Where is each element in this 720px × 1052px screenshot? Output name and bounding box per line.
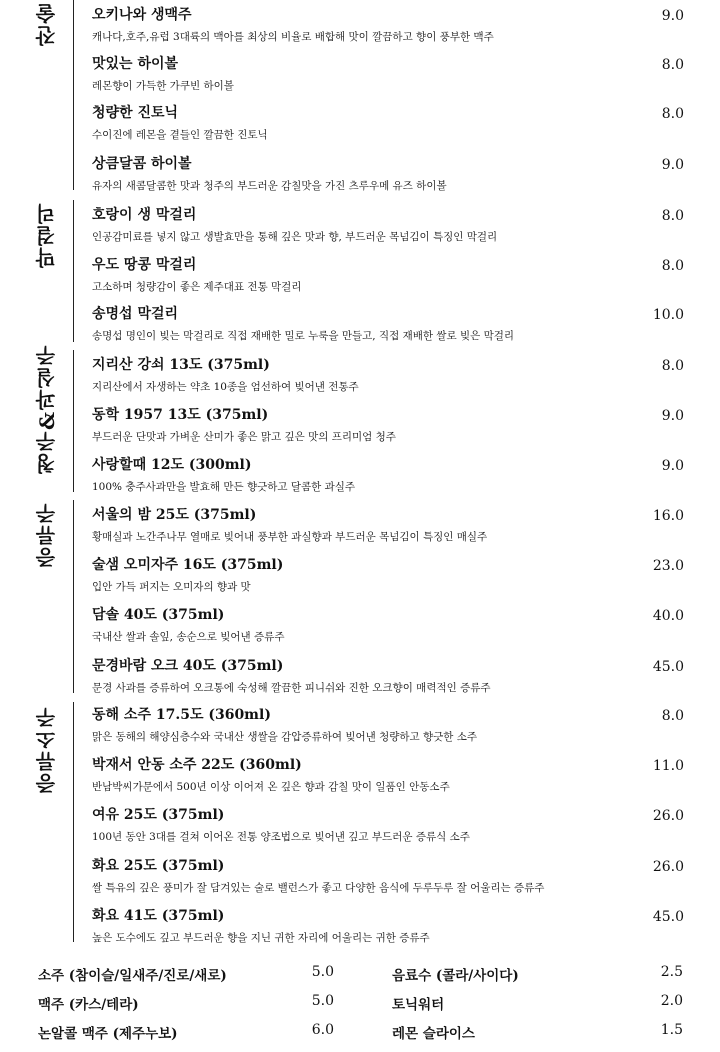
item-description: 캐나다,호주,유럽 3대륙의 맥아를 최상의 비율로 배합해 맛이 깔끔하고 향이 풍부한 맥주 xyxy=(92,31,494,43)
menu-item xyxy=(92,404,692,454)
extra-item-price: 1.5 xyxy=(660,1022,683,1038)
item-price: 26.0 xyxy=(652,808,684,824)
item-description: 높은 도수에도 깊고 부드러운 향을 지닌 귀한 자리에 어울리는 귀한 증류주 xyxy=(92,932,430,944)
extra-item xyxy=(38,1022,334,1052)
item-price: 8.0 xyxy=(661,708,684,724)
item-price: 9.0 xyxy=(661,8,684,24)
item-name: 맛있는 하이볼 xyxy=(92,56,179,72)
item-description: 맑은 동해의 해양심층수와 국내산 생쌀을 감압증류하여 빚어낸 청량하고 향긋한 소주 xyxy=(92,731,478,743)
item-description: 수이진에 레몬을 곁들인 깔끔한 진토닉 xyxy=(92,129,268,141)
category-label: 증류주 xyxy=(34,502,59,568)
extra-item-name: 소주 (참이슬/일새주/진로/새로) xyxy=(38,968,227,984)
menu-item xyxy=(92,604,692,654)
item-name: 여유 25도 (375ml) xyxy=(92,807,225,823)
category-label-wrap xyxy=(26,202,66,268)
item-name: 지리산 강쇠 13도 (375ml) xyxy=(92,357,270,373)
extra-item-name: 레몬 슬라이스 xyxy=(392,1026,475,1042)
extra-item xyxy=(38,964,334,994)
category-label-wrap xyxy=(26,2,66,46)
menu-item xyxy=(92,754,692,804)
item-name: 오키나와 생맥주 xyxy=(92,7,192,23)
extra-item xyxy=(392,993,683,1023)
item-price: 9.0 xyxy=(661,408,684,424)
category-label: 증류소주 xyxy=(34,706,59,794)
extra-item xyxy=(392,1022,683,1052)
item-name: 청량한 진토닉 xyxy=(92,105,179,121)
section-distilled-liquor xyxy=(0,500,720,700)
extra-item-name: 맥주 (카스/테라) xyxy=(38,997,139,1013)
extra-item-name: 토닉워터 xyxy=(392,997,445,1013)
extra-item-price: 5.0 xyxy=(311,964,334,980)
item-name: 서울의 밤 25도 (375ml) xyxy=(92,507,257,523)
item-name: 술샘 오미자주 16도 (375ml) xyxy=(92,557,284,573)
item-price: 23.0 xyxy=(652,558,684,574)
item-price: 8.0 xyxy=(661,358,684,374)
section-divider-line xyxy=(73,0,74,190)
extra-item-name: 음료수 (콜라/사이다) xyxy=(392,968,519,984)
item-price: 10.0 xyxy=(652,307,684,323)
menu-item xyxy=(92,905,692,955)
menu-item xyxy=(92,204,692,254)
item-name: 동학 1957 13도 (375ml) xyxy=(92,407,269,423)
item-name: 호랑이 생 막걸리 xyxy=(92,207,197,223)
menu-item xyxy=(92,303,692,353)
menu-item xyxy=(92,504,692,554)
menu-item xyxy=(92,102,692,152)
item-price: 26.0 xyxy=(652,859,684,875)
item-description: 고소하며 청량감이 좋은 제주대표 전통 막걸리 xyxy=(92,281,302,293)
section-distilled-soju xyxy=(0,702,720,947)
item-name: 송명섭 막걸리 xyxy=(92,306,179,322)
section-jansul xyxy=(0,0,720,200)
extra-item-price: 5.0 xyxy=(311,993,334,1009)
menu-item xyxy=(92,454,692,504)
item-price: 45.0 xyxy=(652,659,684,675)
item-price: 8.0 xyxy=(661,258,684,274)
section-divider-line xyxy=(73,200,74,342)
item-description: 송명섭 명인이 빚는 막걸리로 직접 재배한 밀로 누룩을 만들고, 직접 재배한 쌀로 빚은 막걸리 xyxy=(92,330,515,342)
item-description: 레몬향이 가득한 가쿠빈 하이볼 xyxy=(92,80,234,92)
item-price: 45.0 xyxy=(652,909,684,925)
item-name: 동해 소주 17.5도 (360ml) xyxy=(92,707,271,723)
item-price: 40.0 xyxy=(652,608,684,624)
item-description: 반남박씨가문에서 500년 이상 이어져 온 깊은 향과 감칠 맛이 일품인 안동소주 xyxy=(92,781,450,793)
item-description: 황매실과 노간주나무 열매로 빚어내 풍부한 과실향과 부드러운 목넘김이 특징인 매실주 xyxy=(92,531,488,543)
item-description: 유자의 새콤달콤한 맛과 청주의 부드러운 감칠맛을 가진 츠루우메 유즈 하이볼 xyxy=(92,180,447,192)
item-description: 입안 가득 퍼지는 오미자의 향과 맛 xyxy=(92,581,251,593)
category-label: 청주&과실주 xyxy=(34,343,59,474)
section-divider-line xyxy=(73,702,74,942)
item-description: 인공감미료를 넣지 않고 생발효만을 통해 깊은 맛과 향, 부드러운 목넘김이 특징인 막걸리 xyxy=(92,231,498,243)
section-divider-line xyxy=(73,350,74,492)
section-divider-line xyxy=(73,500,74,693)
item-name: 상큼달콤 하이볼 xyxy=(92,156,192,172)
menu-item xyxy=(92,855,692,905)
menu-item xyxy=(92,655,692,705)
menu-item xyxy=(92,153,692,203)
item-price: 8.0 xyxy=(661,106,684,122)
extras-list xyxy=(0,958,720,1040)
item-price: 9.0 xyxy=(661,157,684,173)
category-label-wrap xyxy=(26,502,66,568)
category-label-wrap xyxy=(26,343,66,474)
menu-item xyxy=(92,704,692,754)
category-label: 잔술 xyxy=(34,2,59,46)
item-price: 8.0 xyxy=(661,208,684,224)
section-cheongju-fruit-wine xyxy=(0,343,720,500)
extra-item-price: 6.0 xyxy=(311,1022,334,1038)
menu-item xyxy=(92,804,692,854)
extra-item xyxy=(392,964,683,994)
extra-item-name: 논알콜 맥주 (제주누보) xyxy=(38,1026,178,1042)
item-description: 문경 사과를 증류하여 오크통에 숙성해 깔끔한 피니쉬와 진한 오크향이 매력적인 증류주 xyxy=(92,682,491,694)
item-price: 11.0 xyxy=(652,758,684,774)
item-name: 사랑할때 12도 (300ml) xyxy=(92,457,252,473)
item-name: 화요 41도 (375ml) xyxy=(92,908,225,924)
category-label-wrap xyxy=(26,706,66,794)
item-price: 8.0 xyxy=(661,57,684,73)
item-description: 100년 동안 3대를 걸쳐 이어온 전통 양조법으로 빚어낸 깊고 부드러운 증류식 소주 xyxy=(92,831,470,843)
menu-item xyxy=(92,254,692,304)
extra-item-price: 2.0 xyxy=(660,993,683,1009)
item-name: 우도 땅콩 막걸리 xyxy=(92,257,197,273)
menu-item xyxy=(92,354,692,404)
menu-item xyxy=(92,53,692,103)
section-makgeolli xyxy=(0,200,720,350)
item-description: 지리산에서 자생하는 약초 10종을 엄선하여 빚어낸 전통주 xyxy=(92,381,359,393)
item-description: 쌀 특유의 깊은 풍미가 잘 담겨있는 술로 밸런스가 좋고 다양한 음식에 두루두루 잘 어울리는 증류주 xyxy=(92,882,545,894)
item-name: 문경바람 오크 40도 (375ml) xyxy=(92,658,284,674)
menu-item xyxy=(92,554,692,604)
item-name: 박재서 안동 소주 22도 (360ml) xyxy=(92,757,302,773)
category-label: 막걸리 xyxy=(34,202,59,268)
item-price: 9.0 xyxy=(661,458,684,474)
item-description: 국내산 쌀과 솔잎, 송순으로 빚어낸 증류주 xyxy=(92,631,285,643)
item-price: 16.0 xyxy=(652,508,684,524)
item-description: 100% 충주사과만을 발효해 만든 향긋하고 달콤한 과실주 xyxy=(92,481,356,493)
item-name: 화요 25도 (375ml) xyxy=(92,858,225,874)
extra-item-price: 2.5 xyxy=(660,964,683,980)
extra-item xyxy=(38,993,334,1023)
item-description: 부드러운 단맛과 가벼운 산미가 좋은 맑고 깊은 맛의 프리미엄 청주 xyxy=(92,431,396,443)
menu-item xyxy=(92,4,692,54)
item-name: 담솔 40도 (375ml) xyxy=(92,607,225,623)
